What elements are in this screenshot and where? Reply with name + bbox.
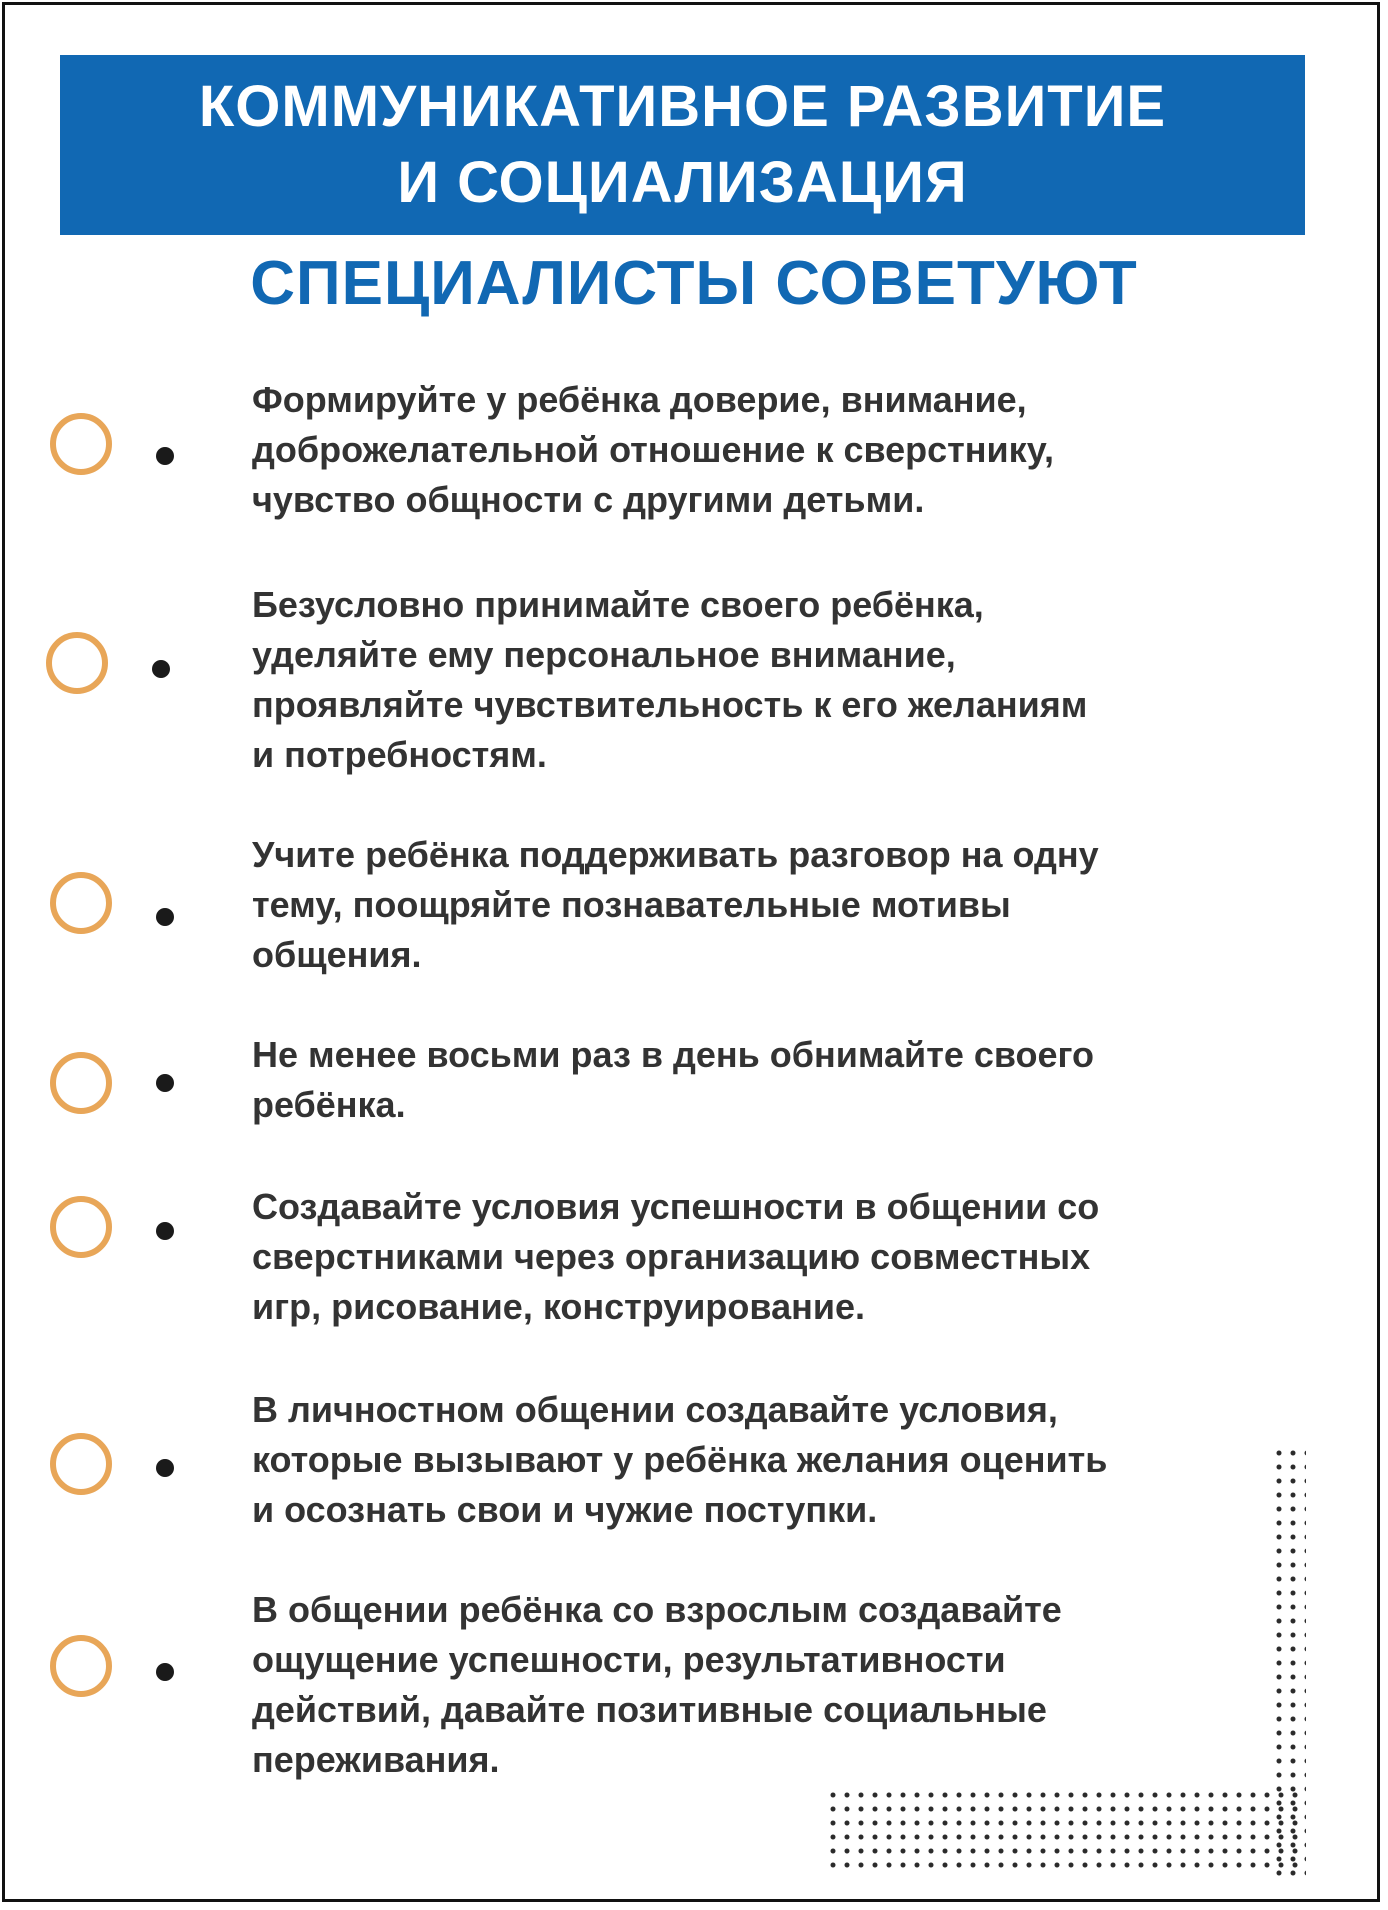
tip-line: В общении ребёнка со взрослым создавайте [252, 1589, 1062, 1630]
tip-line: ребёнка. [252, 1084, 406, 1125]
tip-line: Безусловно принимайте своего ребёнка, [252, 584, 984, 625]
tip-line: В личностном общении создавайте условия, [252, 1389, 1058, 1430]
title-line-1: КОММУНИКАТИВНОЕ РАЗВИТИЕ [198, 74, 1167, 139]
tip-text [252, 1385, 1272, 1535]
tip-line: тему, поощряйте познавательные мотивы [252, 884, 1011, 925]
tip-text [252, 580, 1272, 780]
tip-line: чувство общности с другими детьми. [252, 479, 925, 520]
tip-line: Создавайте условия успешности в общении со [252, 1186, 1100, 1227]
circle-bullet-icon [50, 872, 112, 934]
circle-bullet-icon [50, 1433, 112, 1495]
tip-text [252, 1182, 1272, 1332]
title-banner [60, 55, 1305, 235]
circle-bullet-icon [46, 632, 108, 694]
bullet-dot-icon [156, 908, 174, 926]
tip-line: Формируйте у ребёнка доверие, внимание, [252, 379, 1027, 420]
decorative-dot-grid [826, 1788, 1306, 1876]
tip-line: общения. [252, 934, 422, 975]
tip-text [252, 1030, 1272, 1130]
bullet-dot-icon [152, 660, 170, 678]
tip-text [252, 375, 1272, 525]
subtitle: СПЕЦИАЛИСТЫ СОВЕТУЮТ [250, 249, 1138, 318]
tip-line: сверстниками через организацию совместных [252, 1236, 1091, 1277]
circle-bullet-icon [50, 1635, 112, 1697]
bullet-dot-icon [156, 447, 174, 465]
bullet-dot-icon [156, 1074, 174, 1092]
tip-line: Учите ребёнка поддерживать разговор на одну [252, 834, 1099, 875]
tip-line: действий, давайте позитивные социальные [252, 1689, 1047, 1730]
tip-line: ощущение успешности, результативности [252, 1639, 1006, 1680]
tip-line: игр, рисование, конструирование. [252, 1286, 865, 1327]
tip-line: уделяйте ему персональное внимание, [252, 634, 956, 675]
bullet-dot-icon [156, 1459, 174, 1477]
tip-text [252, 830, 1272, 980]
bullet-dot-icon [156, 1663, 174, 1681]
tip-line: доброжелательной отношение к сверстнику, [252, 429, 1055, 470]
tip-line: переживания. [252, 1739, 500, 1780]
bullet-dot-icon [156, 1222, 174, 1240]
circle-bullet-icon [50, 1196, 112, 1258]
circle-bullet-icon [50, 413, 112, 475]
tip-line: и осознать свои и чужие поступки. [252, 1489, 878, 1530]
tip-line: и потребностям. [252, 734, 547, 775]
tip-text [252, 1585, 1272, 1785]
title-line-2: И СОЦИАЛИЗАЦИЯ [397, 150, 968, 215]
tip-line: проявляйте чувствительность к его желаниям [252, 684, 1088, 725]
tip-line: которые вызывают у ребёнка желания оценить [252, 1439, 1108, 1480]
circle-bullet-icon [50, 1052, 112, 1114]
tip-line: Не менее восьми раз в день обнимайте своего [252, 1034, 1095, 1075]
